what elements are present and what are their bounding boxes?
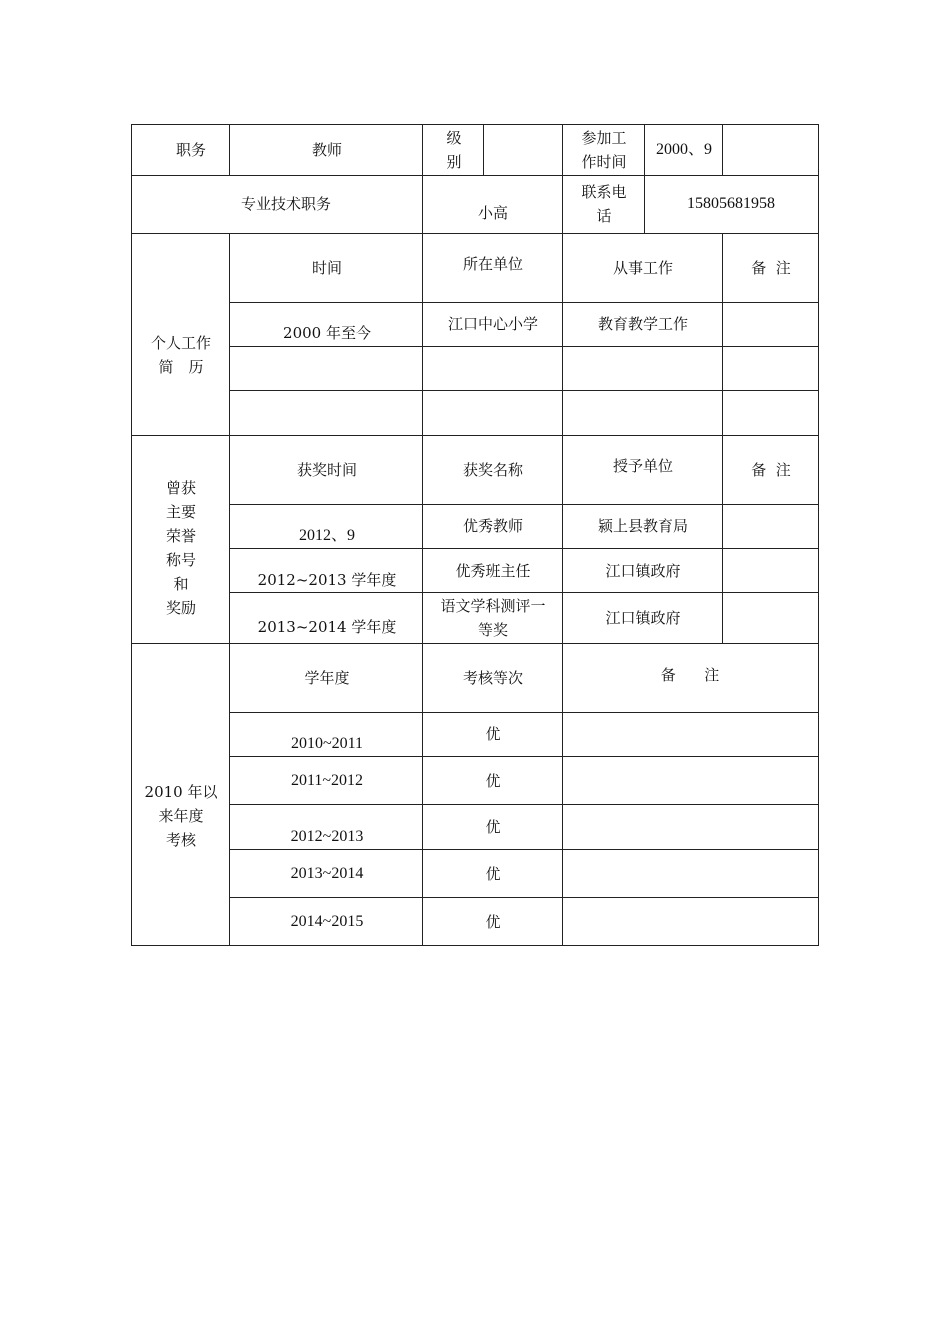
duty-label: 职务 (175, 141, 207, 159)
assessment-row-grade: 优 (485, 725, 501, 743)
assessment-row-year: 2013~2014 (290, 865, 364, 882)
award-row-time: 2012~2013 学年度 (257, 571, 397, 589)
award-row-name: 优秀教师 (462, 517, 524, 535)
awards-section-label: 曾获 主要 荣誉 称号 和 奖励 (165, 479, 197, 617)
assessment-row-grade: 优 (485, 865, 501, 883)
work-row-time: 2000 年至今 (283, 324, 371, 342)
award-row-name: 语文学科测评一 等奖 (440, 597, 546, 639)
assessment-row-year: 2014~2015 (290, 913, 364, 930)
work-header-note: 备 注 (751, 259, 791, 277)
assessment-section-label: 2010 年以 来年度 考核 (144, 783, 218, 849)
award-row-time: 2012、9 (298, 527, 356, 544)
award-row-unit: 颍上县教育局 (597, 517, 689, 535)
award-row-unit: 江口镇政府 (605, 609, 681, 627)
level-label: 级 别 (446, 129, 462, 171)
assessment-header-note: 备 注 (660, 666, 720, 684)
award-row-name: 优秀班主任 (455, 562, 531, 580)
duty-value: 教师 (311, 141, 343, 159)
awards-header-note: 备 注 (751, 461, 791, 479)
assessment-row-grade: 优 (485, 818, 501, 836)
work-history-section-label: 个人工作 简 历 (150, 334, 212, 376)
award-row-unit: 江口镇政府 (605, 562, 681, 580)
assessment-row-grade: 优 (485, 913, 501, 931)
award-row-time: 2013~2014 学年度 (257, 618, 397, 636)
assessment-row-grade: 优 (485, 772, 501, 790)
assessment-header-grade: 考核等次 (462, 669, 524, 687)
assessment-row-year: 2011~2012 (290, 772, 364, 789)
tech-title-label: 专业技术职务 (240, 195, 332, 213)
tech-title-value: 小高 (477, 204, 509, 222)
assessment-row-year: 2012~2013 (290, 828, 364, 845)
awards-header-name: 获奖名称 (462, 461, 524, 479)
assessment-header-year: 学年度 (304, 669, 350, 687)
awards-header-time: 获奖时间 (296, 461, 358, 479)
work-row-unit: 江口中心小学 (447, 315, 539, 333)
phone-label: 联系电 话 (581, 183, 627, 225)
work-header-work: 从事工作 (612, 259, 674, 277)
join-work-time-value: 2000、9 (655, 141, 713, 158)
work-header-time: 时间 (311, 259, 343, 277)
join-work-time-label: 参加工 作时间 (581, 129, 627, 171)
phone-value: 15805681958 (687, 195, 775, 212)
assessment-row-year: 2010~2011 (290, 735, 364, 752)
work-header-unit: 所在单位 (462, 255, 524, 273)
awards-header-unit: 授予单位 (612, 457, 674, 475)
work-row-work: 教育教学工作 (597, 315, 689, 333)
